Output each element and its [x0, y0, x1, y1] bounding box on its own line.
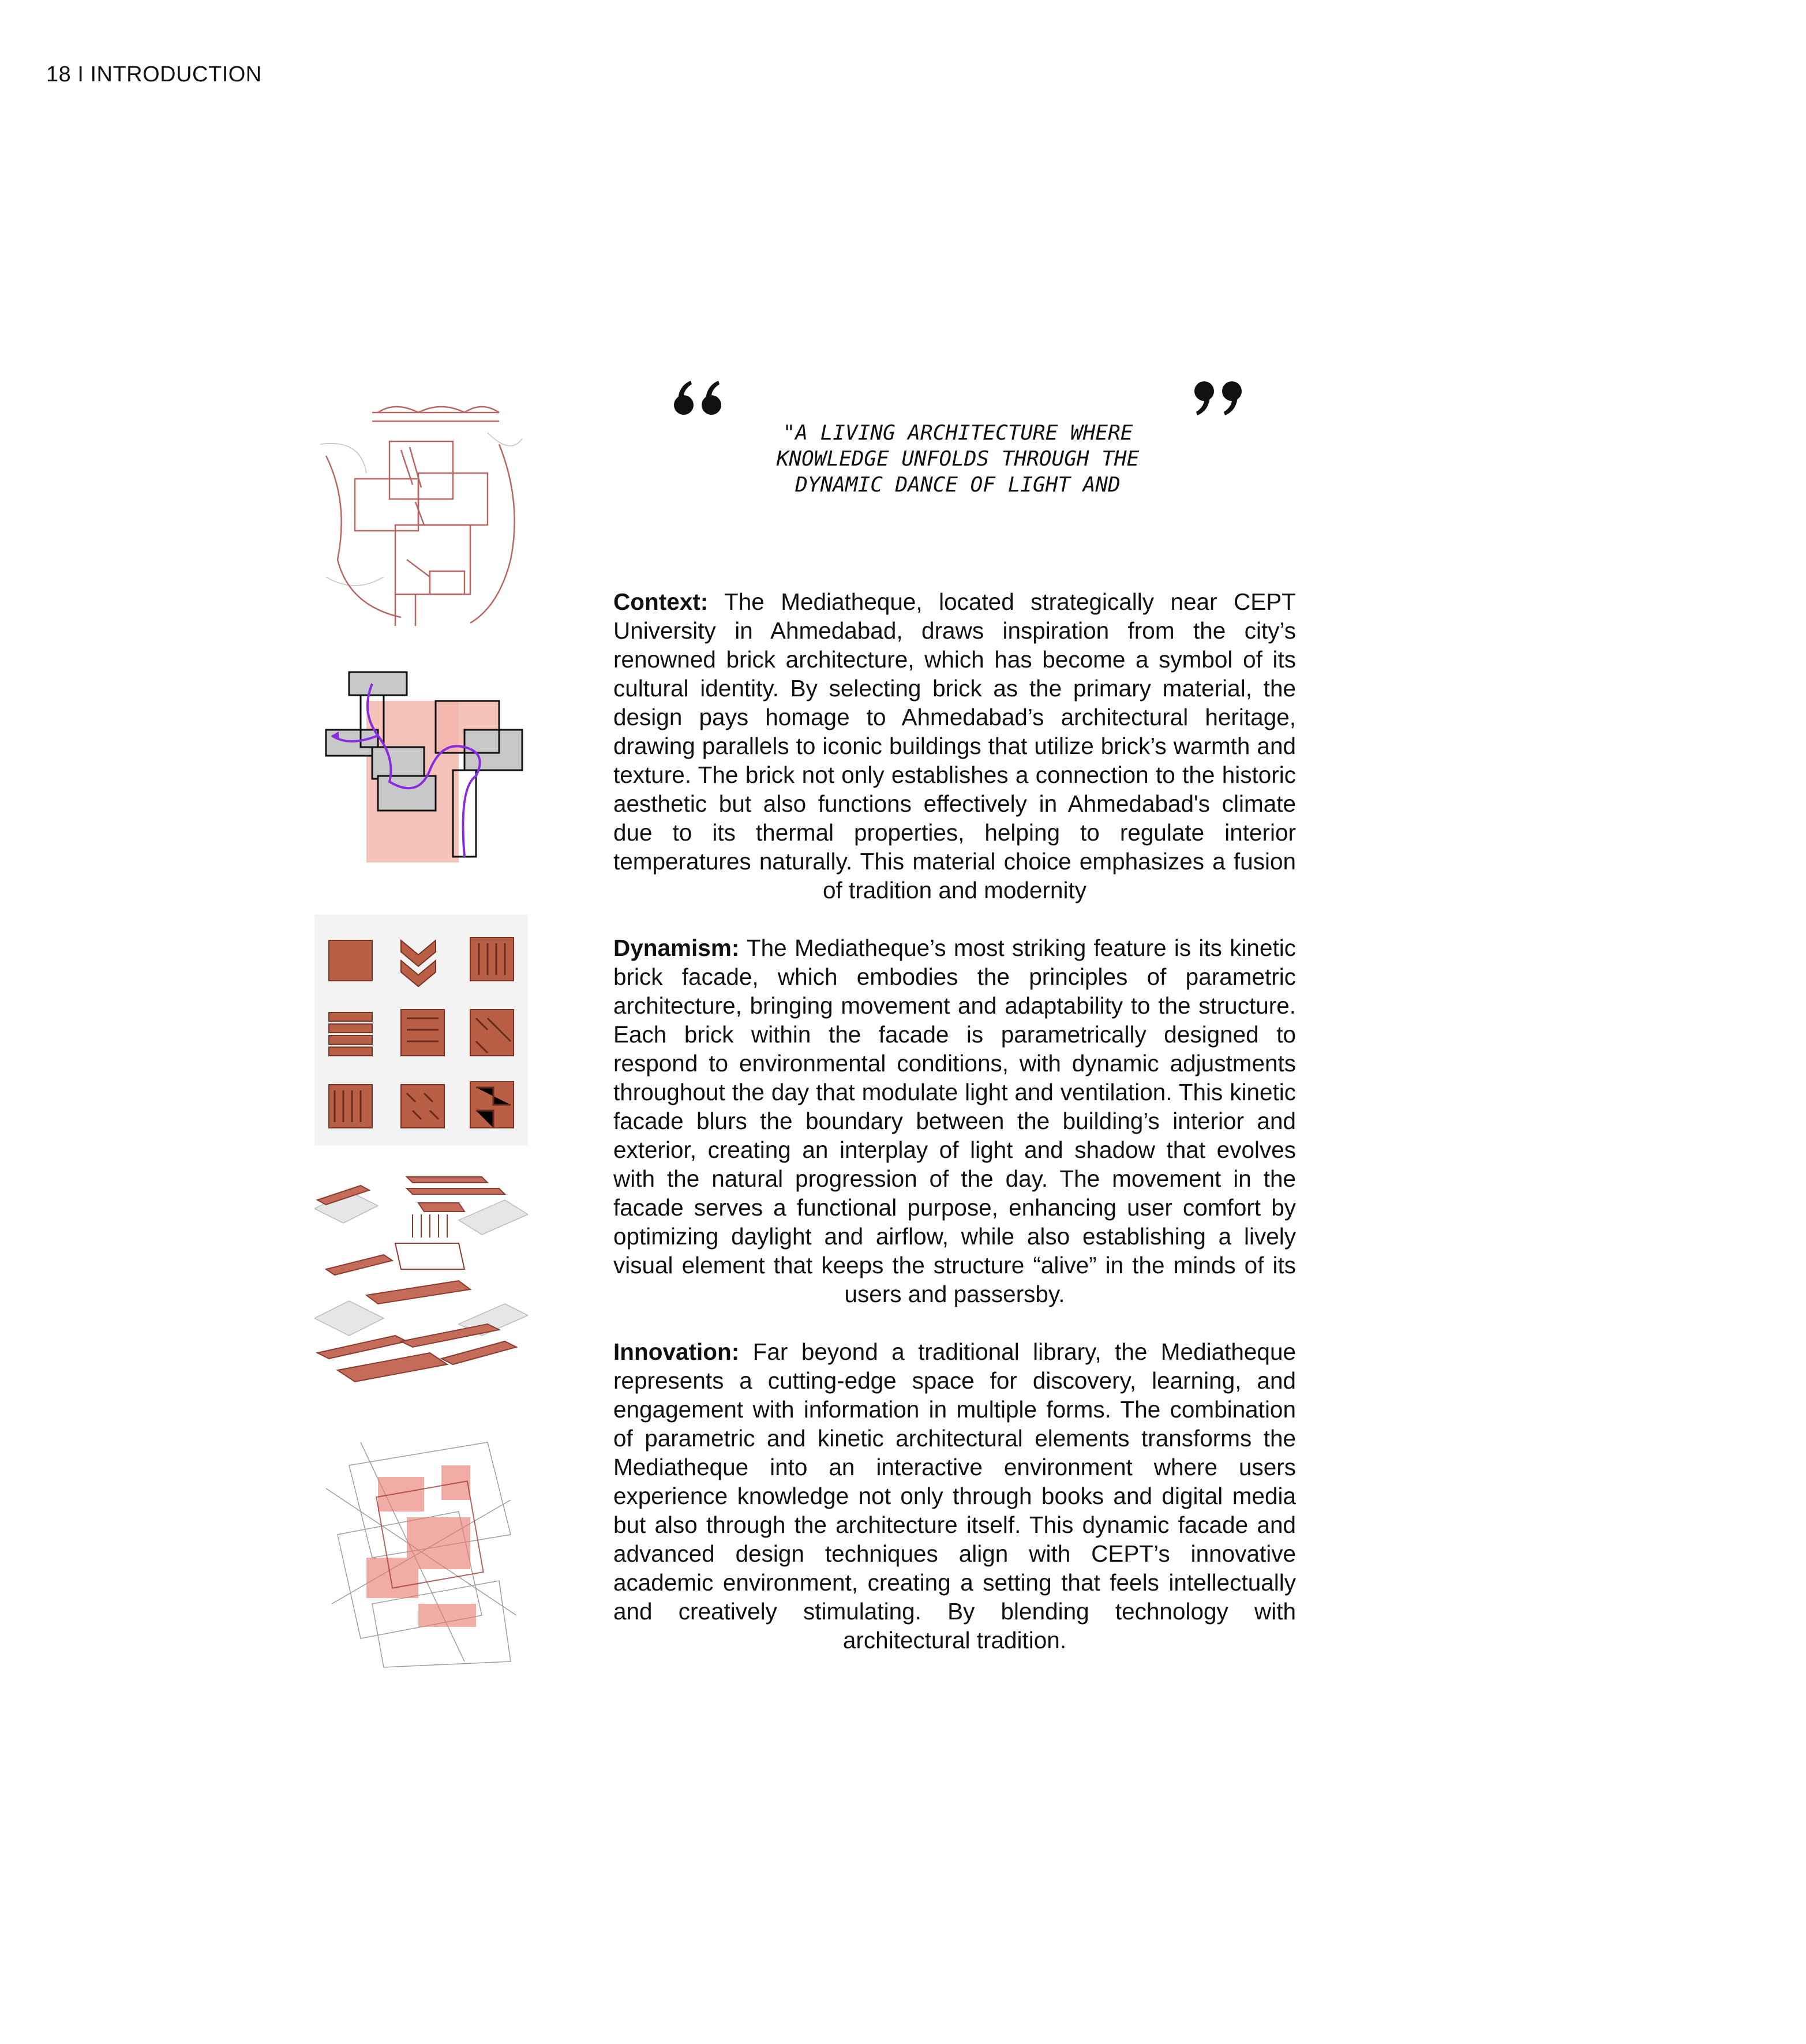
exploded-axonometric-figure [314, 1168, 528, 1405]
layered-site-analysis-figure [314, 1431, 528, 1673]
dynamism-text: The Mediatheque’s most striking feature is its kinetic brick facade, which embodies the principles of parametric architecture, bringing movement and adaptability to the structure. Each brick within the facade is parametrically designed to respond to environmental conditions, with dynamic adjustments throughout the day that modulate light and ventilation. This kinetic facade blurs the boundary between the building’s interior and exterior, creating an interplay of light and shadow that evolves with the natural progression of the day. The movement in the facade serves a functional purpose, enhancing user comfort by optimizing daylight and airflow, while also establishing a lively visual element that keeps the structure “alive” in the minds of its users and passersby. [613, 935, 1296, 1307]
brick-module-grid-figure [314, 914, 528, 1145]
site-sketch-figure [314, 387, 528, 629]
context-heading: Context: [613, 588, 709, 615]
innovation-paragraph [613, 1337, 1296, 1655]
open-quote-icon [666, 369, 730, 433]
dynamism-paragraph [613, 933, 1296, 1308]
innovation-text: Far beyond a traditional library, the Mediatheque represents a cutting-edge space for discovery, learning, and engagement with information in multiple forms. The combination of parametric and kinetic architectural elements transforms the Mediatheque into an interactive environment where users experience knowledge not only through books and digital media but also through the architecture itself. This dynamic facade and advanced design techniques align with CEPT’s innovative academic environment, creating a setting that feels intellectually and creatively stimulating. By blending technology with architectural tradition. [613, 1338, 1296, 1653]
context-text: The Mediatheque, located strategically near CEPT University in Ahmedabad, draws inspiration from the city’s renowned brick architecture, which has become a symbol of its cultural identity. By selecting brick as the primary material, the design pays homage to Ahmedabad’s architectural heritage, drawing parallels to iconic buildings that utilize brick’s warmth and texture. The brick not only establishes a connection to the historic aesthetic but also functions effectively in Ahmedabad's climate due to its thermal properties, helping to regulate interior temperatures naturally. This material choice emphasizes a fusion of tradition and modernity [613, 588, 1296, 903]
pull-quote [727, 420, 1189, 498]
close-quote-icon [1186, 369, 1249, 433]
quote-line: DYNAMIC DANCE OF LIGHT AND [795, 473, 1121, 497]
context-paragraph [613, 587, 1296, 905]
body-text [613, 587, 1296, 1683]
dynamism-heading: Dynamism: [613, 935, 740, 961]
innovation-heading: Innovation: [613, 1338, 740, 1365]
page-header: 18 I INTRODUCTION [46, 62, 262, 87]
quote-line: "A LIVING ARCHITECTURE WHERE [782, 421, 1133, 445]
quote-line: KNOWLEDGE UNFOLDS THROUGH THE [776, 447, 1140, 471]
zoning-diagram-figure [314, 666, 528, 868]
